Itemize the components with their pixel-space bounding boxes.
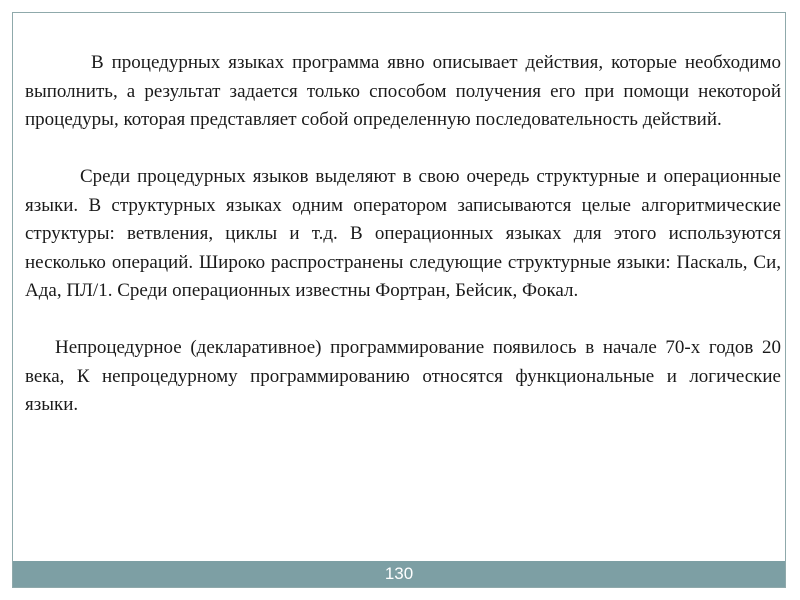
footer-bar [13,561,785,587]
slide [12,12,786,588]
page-number: 130 [384,564,414,583]
paragraph-structural-operational: Среди процедурных языков выделяют в свою очередь структурные и операционные языки. В структурных языках одним оператором записываются целые алгоритмические структуры: ветвления, циклы и т.д. В операционных языках для этого используются несколько операций. Широко распространены следующие структурные языки: Паскаль, Си, Ада, ПЛ/1. Среди операционных известны Фортран, Бейсик, Фокал. [25,166,781,301]
paragraph-nonprocedural: Непроцедурное (декларативное) программирование появилось в начале 70-х годов 20 века, К непроцедурному программированию относятся функциональные и логические языки. [25,337,781,415]
paragraph-procedural-languages: В процедурных языках программа явно описывает действия, которые необходимо выполнить, а результат задается только способом получения его при помощи некоторой процедуры, которая представляет собой определенную последовательность действий. [25,52,781,130]
slide-body [25,49,781,448]
